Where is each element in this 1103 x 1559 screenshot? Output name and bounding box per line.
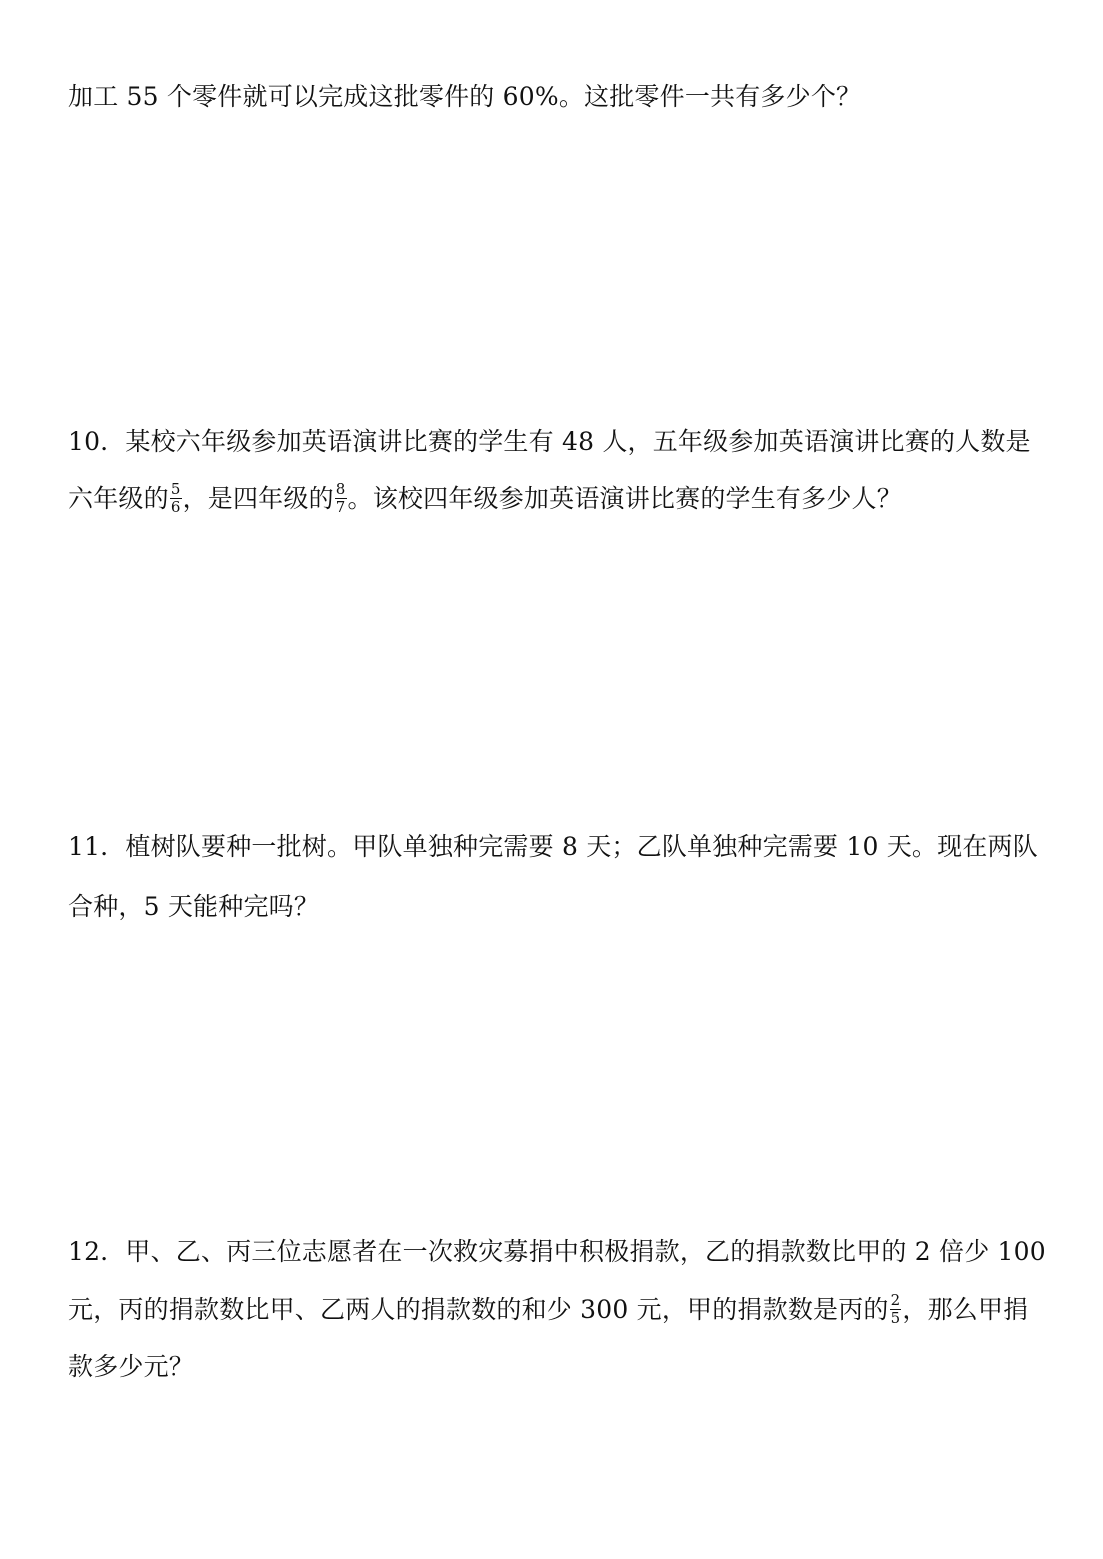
- problem-12-line-1: 12．甲、乙、丙三位志愿者在一次救灾募捐中积极捐款，乙的捐款数比甲的 2 倍少 100: [68, 1237, 1046, 1266]
- fraction-numerator: 2: [890, 1291, 901, 1309]
- fraction-denominator: 6: [170, 498, 181, 516]
- fraction-denominator: 7: [335, 498, 346, 516]
- fraction-eight-sevenths: [335, 482, 347, 515]
- fraction-two-fifths: [890, 1293, 902, 1326]
- problem-11-line-2: 合种，5 天能种完吗？: [68, 892, 320, 921]
- problem-12-line-3: 款多少元？: [68, 1352, 195, 1381]
- problem-11-line-1: 11．植树队要种一批树。甲队单独种完需要 8 天；乙队单独种完需要 10 天。现在两队: [68, 832, 1038, 861]
- problem-10-text-b: ，是四年级的: [182, 484, 334, 513]
- problem-10-line-1: 10．某校六年级参加英语演讲比赛的学生有 48 人，五年级参加英语演讲比赛的人数是: [68, 427, 1031, 456]
- problem-12-text-a: 元，丙的捐款数比甲、乙两人的捐款数的和少 300 元，甲的捐款数是丙的: [68, 1295, 889, 1324]
- fraction-numerator: 8: [335, 480, 346, 498]
- problem-10-line-2: [68, 482, 902, 517]
- problem-9-line-1: 加工 55 个零件就可以完成这批零件的 60%。这批零件一共有多少个？: [68, 82, 862, 111]
- fraction-five-sixths: [170, 482, 182, 515]
- problem-12-text-b: ，那么甲捐: [902, 1295, 1029, 1324]
- problem-12-line-2: [68, 1293, 1028, 1328]
- fraction-numerator: 5: [170, 480, 181, 498]
- fraction-denominator: 5: [890, 1309, 901, 1327]
- problem-10-text-c: 。该校四年级参加英语演讲比赛的学生有多少人？: [347, 484, 902, 513]
- problem-10-text-a: 六年级的: [68, 484, 169, 513]
